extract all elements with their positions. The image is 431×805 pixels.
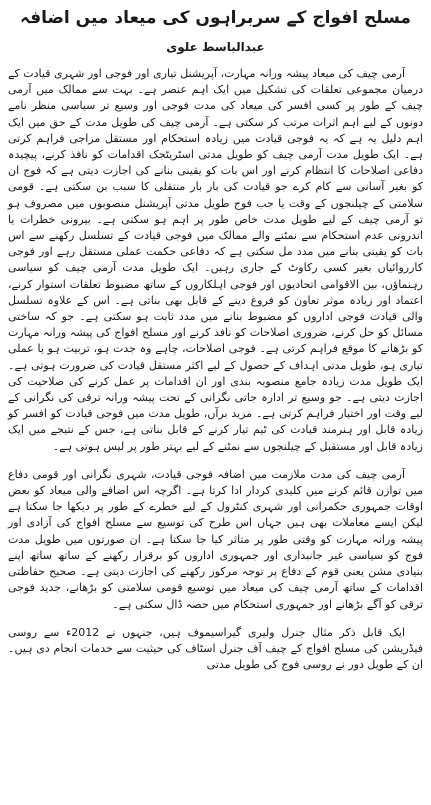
article-paragraph: آرمی چیف کی میعاد پیشہ ورانہ مہارت، آپریشنل تیاری اور فوجی اور شہری قیادت کے درمیان مجموعی تعلقات کی تشکیل میں ایک اہم عنصر ہے۔ بہت سے ممالک میں آرمی چیف کے طور پر کسی افسر کی میعاد کی مدت فوجی اور وسیع تر سیاسی منظر نامے دونوں کے لیے اہم اثرات مرتب کر سکتی ہے۔ آرمی چیف کی طویل مدت کے حق میں ایک اہم دلیل یہ ہے کہ یہ فوجی قیادت میں زیادہ استحکام اور مستقل مزاجی فراہم کرتی ہے۔ ایک طویل مدت آرمی چیف کو طویل مدتی اسٹریٹجک اقدامات کو نافذ کرنے، پیچیدہ دفاعی اصلاحات کا انتظام کرنے اور اس بات کو یقینی بنانے کی اجازت دیتی ہے کہ فوج ان کو بغیر آسانی سے کام کرے جو قیادت کی بار بار منتقلی کا سبب بن سکتی ہے۔ قومی سلامتی کے چیلنجوں کے وقت یا جب فوج طویل مدتی آپریشنل منصوبوں میں مصروف ہو تو آرمی چیف کے لیے طویل مدت خاص طور پر اہم ہو سکتی ہے۔ بیرونی خطرات یا اندرونی عدم استحکام سے نمٹنے والے ممالک میں فوجی قیادت کے تسلسل رکھنے سے اس بات کو یقینی بنانے میں مدد مل سکتی ہے کہ دفاعی حکمت عملی مستقل رہے اور فوجی کارروائیاں بغیر کسی رکاوٹ کے جاری رہیں۔ ایک طویل مدت آرمی چیف کو سیاسی رہنماؤں، بین الاقوامی اتحادیوں اور فوجی اہلکاروں کے ساتھ مضبوط تعلقات استوار کرنے، اعتماد اور زیادہ موثر تعاون کو فروغ دینے کے قابل بھی بناتی ہے۔ اس کے علاوہ تسلسل والی قیادت فوجی اداروں کو مضبوط بنانے میں مدد ثابت ہو سکتی ہے۔ جو کہ ساختی مسائل کو حل کرنے، ضروری اصلاحات کو نافذ کرنے اور مسلح افواج کی پیشہ ورانہ مہارت کو بڑھانے کا موقع فراہم کرتی ہے۔ فوجی اصلاحات، چاہے وہ جدت ہو، تربیت ہو یا عملی تیاری ہو، طویل مدتی اہداف کے حصول کے لیے اکثر مستقل قیادت کی ضرورت ہوتی ہے۔ ایک طویل مدت زیادہ جامع منصوبہ بندی اور ان اقدامات پر عمل کرنے کی صلاحیت کی اجازت دیتی ہے۔ جو وسیع تر ادارہ جاتی نگرانی کے تحت پیشہ ورانہ ترقی کی نگرانی کے لیے وقت اور اختیار فراہم کرتی ہے۔ مزید برآں، طویل مدت میں فوجی قیادت کو افسر کو زیادہ قابل اور ہنرمند قیادت کی ٹیم تیار کرنے کے قابل بناتی ہے، جس کے نتیجے میں ایک زیادہ قابل اور مستقبل کے چیلنجوں سے نمٹنے کے لیے بہتر طور پر لیس ہوتی ہے۔ — [8, 67, 423, 453]
article-paragraph: آرمی چیف کی مدت ملازمت میں اضافہ فوجی قیادت، شہری نگرانی اور قومی دفاع میں توازن قائم کرنے میں کلیدی کردار ادا کرتا ہے۔ اگرچہ اس اضافے والی میعاد کو بعض اوقات جمہوری حکمرانی اور شہری کنٹرول کے لیے خطرے کے طور پر دیکھا جا سکتا ہے لیکن ایسے معاملات بھی ہیں جہاں اس طرح کی توسیع سے مسلح افواج کی آزادی اور پیشہ ورانہ مہارت کو وقتی طور پر متاثر کیا جا سکتا ہے۔ ان صورتوں میں طویل مدت فوج کو سیاسی غیر جانبداری اور جمہوری اداروں کو برقرار رکھنے کے ساتھ ساتھ اپنے بنیادی مشن یعنی قوم کے دفاع پر توجہ مرکوز رکھنے کی اجازت دیتی ہے۔ صحیح حفاظتی اقدامات کے ساتھ آرمی چیف کی میعاد میں توسیع قومی سلامتی کو بڑھانے، جدید فوجی ترقی کو آگے بڑھانے اور جمہوری استحکام میں حصہ ڈال سکتی ہے۔ — [8, 467, 423, 611]
article-author: عبدالباسط علوی — [166, 40, 265, 54]
article-headline: مسلح افواج کے سربراہوں کی میعاد میں اضافہ — [20, 8, 411, 28]
article-body — [8, 66, 423, 673]
article-paragraph: ایک قابل ذکر مثال جنرل ولیری گیراسیموف ہیں، جنہوں نے 2012ء سے روسی فیڈریشن کی مسلح افواج کے چیف آف جنرل اسٹاف کی حیثیت سے خدمات انجام دی ہیں۔ ان کے طویل دور نے روسی فوج کی طویل مدتی — [8, 625, 423, 672]
